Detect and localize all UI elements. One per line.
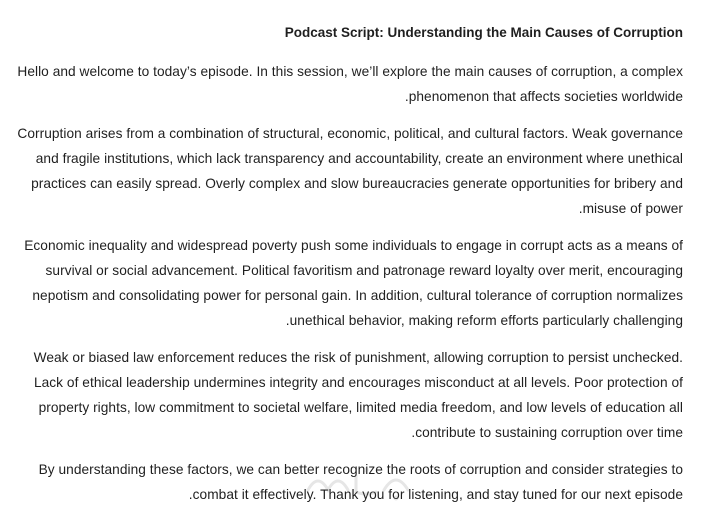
paragraph-structural-factors: Corruption arises from a combination of structural, economic, political, and cultural factors. Weak governance and fragile institutions, which lack transparency and accountability, create an environment where unethical practices can easily spread. Overly complex and slow bureaucracies generate opportunities for bribery and misuse of power.: [17, 126, 683, 216]
paragraph-conclusion: By understanding these factors, we can better recognize the roots of corruption and consider strategies to combat it effectively. Thank you for listening, and stay tuned for our next episode.: [38, 462, 683, 502]
paragraph-intro: Hello and welcome to today’s episode. In this session, we’ll explore the main causes of corruption, a complex phenomenon that affects societies worldwide.: [17, 64, 683, 104]
document-title: Podcast Script: Understanding the Main Causes of Corruption: [284, 25, 683, 40]
paragraph-economic-factors: Economic inequality and widespread poverty push some individuals to engage in corrupt acts as a means of survival or social advancement. Political favoritism and patronage reward loyalty over merit, encouraging nepotism and consolidating power for personal gain. In addition, cultural tolerance of corruption normalizes unethical behavior, making reform efforts particularly challenging.: [24, 238, 683, 328]
document-body: [10, 0, 683, 507]
paragraph-enforcement-factors: Weak or biased law enforcement reduces the risk of punishment, allowing corruption to persist unchecked. Lack of ethical leadership undermines integrity and encourages misconduct at all levels. Poor protection of property rights, low commitment to societal welfare, limited media freedom, and low levels of education all contribute to sustaining corruption over time.: [33, 350, 683, 440]
